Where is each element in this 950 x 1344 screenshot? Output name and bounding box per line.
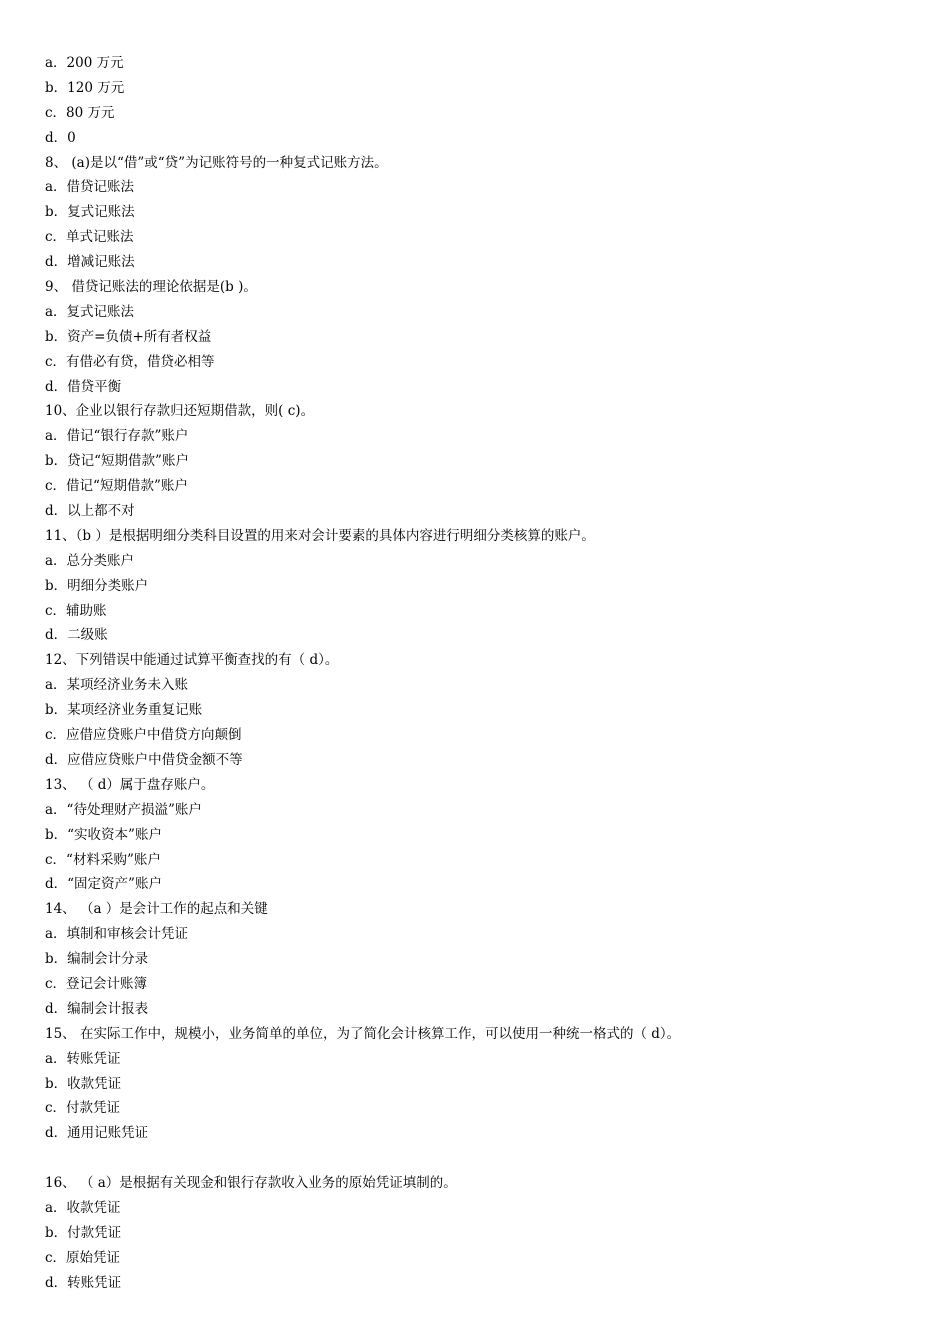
option-d: d．借贷平衡 xyxy=(45,378,122,395)
option-b: b．付款凭证 xyxy=(45,1224,122,1241)
option-b: b．复式记账法 xyxy=(45,204,135,221)
option-b: b．明细分类账户 xyxy=(45,577,149,594)
option-a: a．填制和审核会计凭证 xyxy=(45,926,189,943)
option-d: d．二级账 xyxy=(45,627,108,644)
option-c: c．单式记账法 xyxy=(45,229,134,246)
question-12: 12、下列错误中能通过试算平衡查找的有（ d）。 xyxy=(45,652,339,669)
option-c: c．借记“短期借款”账户 xyxy=(45,478,188,495)
option-d: d．以上都不对 xyxy=(45,503,135,520)
option-c: c．登记会计账簿 xyxy=(45,975,148,992)
option-b: b．“实收资本”账户 xyxy=(45,826,162,843)
option-d: d．通用记账凭证 xyxy=(45,1125,149,1142)
blank-line xyxy=(45,1146,905,1171)
option-a: a．借贷记账法 xyxy=(45,179,135,196)
option-d: d．应借应贷账户中借贷金额不等 xyxy=(45,751,243,768)
option-a: a．收款凭证 xyxy=(45,1199,121,1216)
option-d: d．转账凭证 xyxy=(45,1274,122,1291)
question-15: 15、 在实际工作中，规模小，业务简单的单位，为了简化会计核算工作，可以使用一种统一格式的（ d）。 xyxy=(45,1025,681,1042)
option-c: c．有借必有贷，借贷必相等 xyxy=(45,353,215,370)
question-9: 9、 借贷记账法的理论依据是(b )。 xyxy=(45,279,257,296)
option-a: a．200 万元 xyxy=(45,55,124,71)
question-list xyxy=(45,51,905,1296)
question-11: 11、（b ）是根据明细分类科目设置的用来对会计要素的具体内容进行明细分类核算的账户。 xyxy=(45,527,595,544)
option-a: a．总分类账户 xyxy=(45,552,135,569)
option-b: b．资产=负债+所有者权益 xyxy=(45,328,212,345)
question-10: 10、企业以银行存款归还短期借款，则( c)。 xyxy=(45,403,315,420)
option-a: a．某项经济业务未入账 xyxy=(45,677,189,694)
option-c: c．“材料采购”账户 xyxy=(45,851,161,868)
option-d: d．增减记账法 xyxy=(45,254,135,271)
option-a: a．“待处理财产损溢”账户 xyxy=(45,801,202,818)
option-b: b．收款凭证 xyxy=(45,1075,122,1092)
question-13: 13、 （ d）属于盘存账户。 xyxy=(45,776,215,793)
option-b: b．某项经济业务重复记账 xyxy=(45,702,203,719)
option-c: c．辅助账 xyxy=(45,602,107,619)
option-c: c．80 万元 xyxy=(45,104,115,121)
option-a: a．借记“银行存款”账户 xyxy=(45,428,189,445)
option-d: d．0 xyxy=(45,129,76,146)
option-a: a．复式记账法 xyxy=(45,303,135,320)
question-16: 16、 （ a）是根据有关现金和银行存款收入业务的原始凭证填制的。 xyxy=(45,1175,457,1192)
option-a: a．转账凭证 xyxy=(45,1050,121,1067)
option-c: c．付款凭证 xyxy=(45,1100,121,1117)
option-b: b．编制会计分录 xyxy=(45,951,149,968)
option-d: d．编制会计报表 xyxy=(45,1000,149,1017)
option-c: c．原始凭证 xyxy=(45,1249,121,1266)
question-14: 14、 （a ）是会计工作的起点和关键 xyxy=(45,901,268,918)
question-8: 8、 (a)是以“借”或“贷”为记账符号的一种复式记账方法。 xyxy=(45,154,388,171)
option-c: c．应借应贷账户中借贷方向颠倒 xyxy=(45,727,242,744)
option-b: b．120 万元 xyxy=(45,79,125,96)
option-b: b．贷记“短期借款”账户 xyxy=(45,453,189,470)
option-d: d．“固定资产”账户 xyxy=(45,876,162,893)
